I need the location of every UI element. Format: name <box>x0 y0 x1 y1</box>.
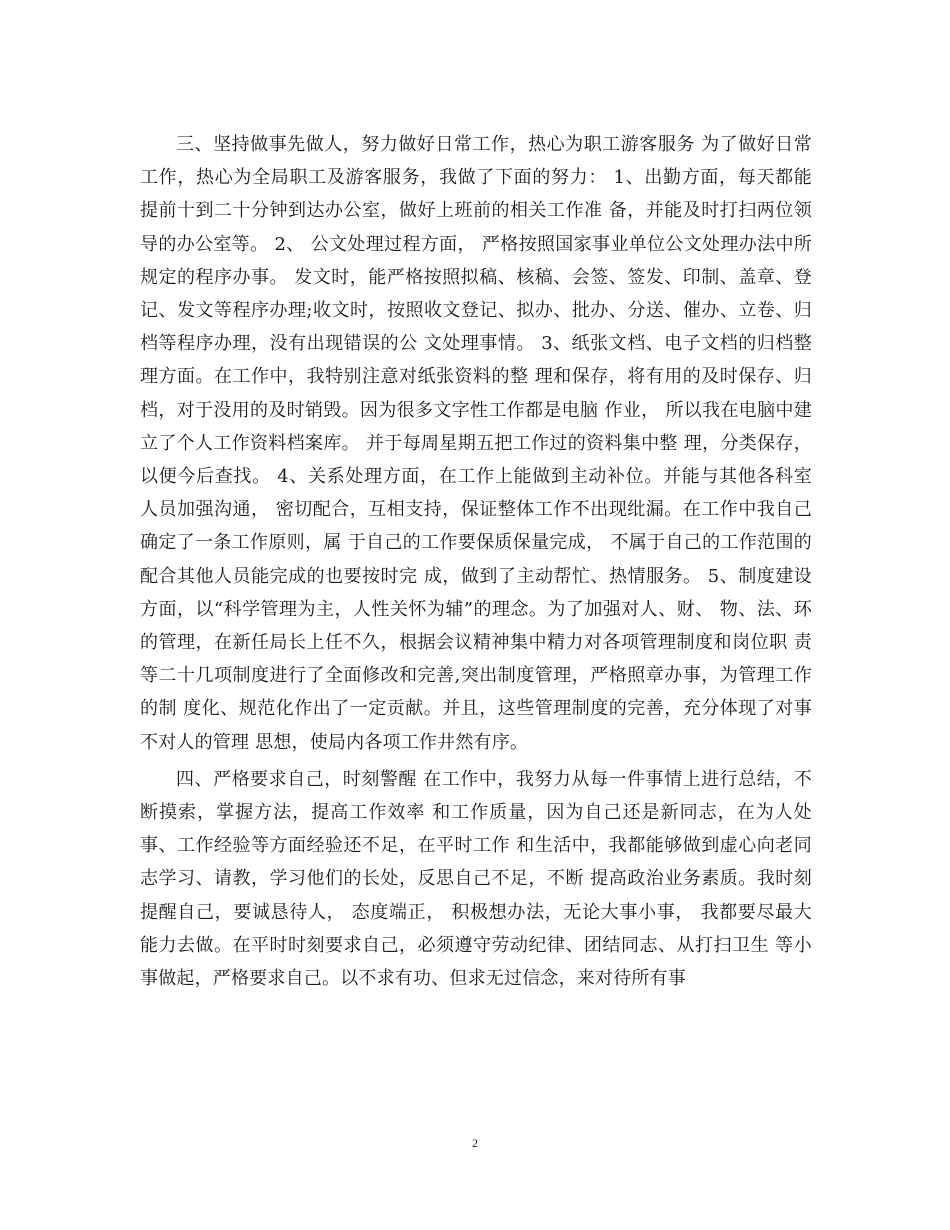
paragraph-self-discipline: 四、严格要求自己，时刻警醒 在工作中，我努力从每一件事情上进行总结，不断摸索，掌握方法，提高工作效率 和工作质量，因为自己还是新同志，在为人处事、工作经验等方面经验还不足，在平时工作 和生活中，我都能够做到虚心向老同志学习、请教，学习他们的长处，反思自己不足，不断 提高政治业务素质。我时刻提醒自己，要诚恳待人， 态度端正， 积极想办法，无论大事小事， 我都要尽最大能力去做。在平时时刻要求自己，必须遵守劳动纪律、团结同志、从打扫卫生 等小事做起，严格要求自己。以不求有功、但求无过信念，来对待所有事 <box>140 768 812 990</box>
paragraph-work-duties: 三、坚持做事先做人，努力做好日常工作，热心为职工游客服务 为了做好日常工作，热心为全局职工及游客服务，我做了下面的努力： 1、出勤方面，每天都能提前十到二十分钟到达办公室，做好上班前的相关工作准 备，并能及时打扫两位领导的办公室等。 2、 公文处理过程方面， 严格按照国家事业单位公文处理办法中所规定的程序办事。 发文时，能严格按照拟稿、核稿、会签、签发、印制、盖章、登记、发文等程序办理;收文时，按照收文登记、拟办、批办、分送、催办、立卷、归档等程序办理，没有出现错误的公 文处理事情。 3、纸张文档、电子文档的归档整理方面。在工作中，我特别注意对纸张资料的整 理和保存，将有用的及时保存、归档，对于没用的及时销毁。因为很多文字性工作都是电脑 作业， 所以我在电脑中建立了个人工作资料档案库。 并于每周星期五把工作过的资料集中整 理，分类保存，以便今后查找。 4、关系处理方面，在工作上能做到主动补位。并能与其他各科室人员加强沟通， 密切配合，互相支持，保证整体工作不出现纰漏。在工作中我自己确定了一条工作原则，属 于自己的工作要保质保量完成， 不属于自己的工作范围的配合其他人员能完成的也要按时完 成，做到了主动帮忙、热情服务。 5、制度建设方面，以“科学管理为主，人性关怀为辅”的理念。为了加强对人、财、 物、法、环的管理，在新任局长上任不久，根据会议精神集中精力对各项管理制度和岗位职 责等二十几项制度进行了全面修改和完善,突出制度管理，严格照章办事，为管理工作的制 度化、规范化作出了一定贡献。并且，这些管理制度的完善，充分体现了对事不对人的管理 思想，使局内各项工作井然有序。 <box>140 134 812 753</box>
document-body <box>140 128 812 995</box>
page-number: 2 <box>472 1136 478 1150</box>
